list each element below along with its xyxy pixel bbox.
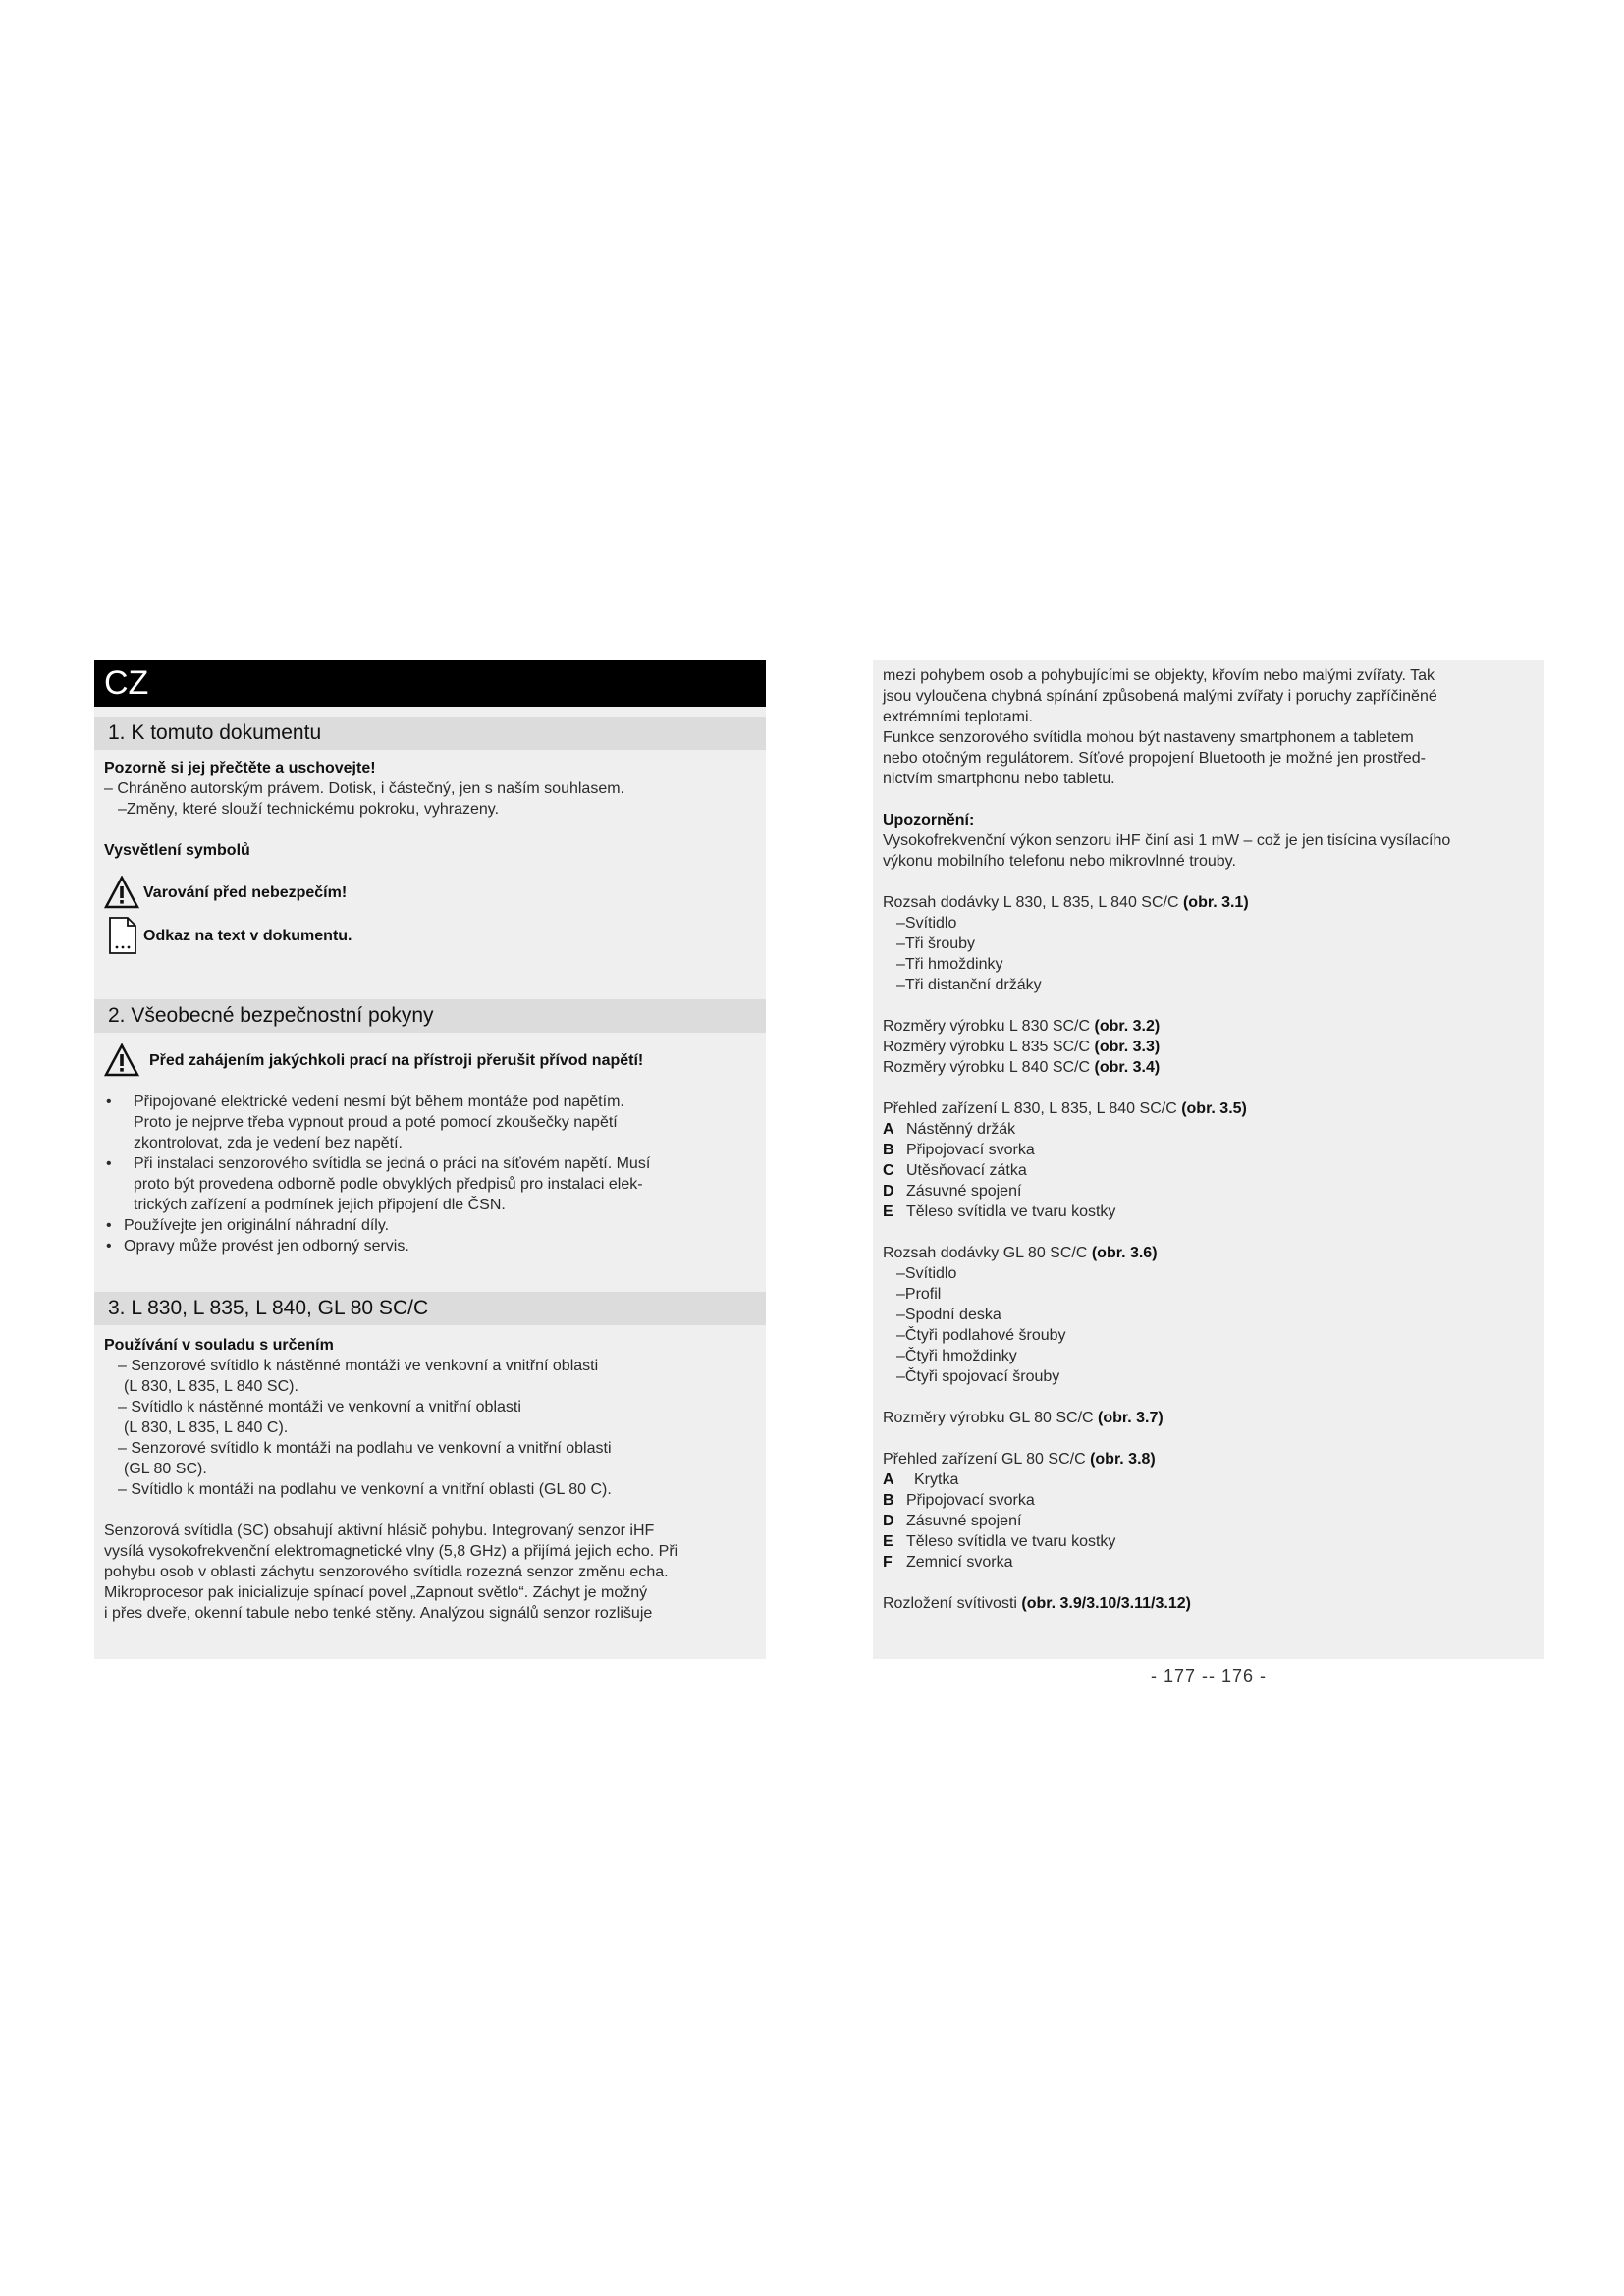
intended-use-title: Používání v souladu s určením <box>104 1337 334 1354</box>
scope-item: –Čtyři podlahové šrouby <box>896 1327 1066 1344</box>
scope-item: –Svítidlo <box>896 1265 957 1282</box>
scope-item: –Tři šrouby <box>896 935 976 952</box>
dimension-line <box>883 1037 1535 1057</box>
section-1-heading: 1. K tomuto dokumentu <box>94 717 766 750</box>
use-line: (GL 80 SC). <box>124 1461 207 1477</box>
dimension-text: Rozměry výrobku GL 80 SC/C <box>883 1410 1099 1426</box>
section-3-heading: 3. L 830, L 835, L 840, GL 80 SC/C <box>94 1292 766 1325</box>
item-letter: D <box>883 1513 894 1529</box>
bullet-line: Proto je nejprve třeba vypnout proud a poté pomocí zkoušečky napětí <box>134 1114 618 1131</box>
figure-ref: (obr. 3.9/3.10/3.11/3.12) <box>1021 1595 1191 1612</box>
overview-item <box>883 1531 1535 1552</box>
scope-item: –Čtyři spojovací šrouby <box>896 1368 1060 1385</box>
symbols-title: Vysvětlení symbolů <box>104 842 250 859</box>
scope-item: –Profil <box>896 1286 942 1303</box>
warning-triangle-icon <box>104 1043 139 1077</box>
figure-ref: (obr. 3.2) <box>1094 1018 1161 1035</box>
warning-symbol-label: Varování před nebezpečím! <box>143 883 348 901</box>
language-header: CZ <box>94 660 766 707</box>
item-letter: A <box>883 1121 894 1138</box>
overview-heading-gl-series <box>883 1449 1535 1469</box>
scope-item: –Čtyři hmoždinky <box>896 1348 1017 1364</box>
bullet-line: Opravy může provést jen odborný servis. <box>124 1238 409 1255</box>
bullet-line: Používejte jen originální náhradní díly. <box>124 1217 390 1234</box>
scope-heading-l-series <box>883 892 1535 913</box>
read-notice: Pozorně si jej přečtěte a uschovejte! <box>104 760 376 776</box>
document-reference-icon <box>104 915 139 956</box>
item-label: Těleso svítidla ve tvaru kostky <box>906 1533 1116 1550</box>
section-2-body <box>104 1039 756 1256</box>
overview-item <box>883 1469 1535 1490</box>
scope-item: –Spodní deska <box>896 1307 1001 1323</box>
item-letter: E <box>883 1203 893 1220</box>
note-line: Vysokofrekvenční výkon senzoru iHF činí asi 1 mW – což je jen tisícina vysílacího <box>883 832 1451 849</box>
item-label: Připojovací svorka <box>906 1142 1035 1158</box>
bullet-line: trických zařízení a podmínek jejich připojení dle ČSN. <box>134 1197 506 1213</box>
figure-ref: (obr. 3.4) <box>1094 1059 1161 1076</box>
overview-item <box>883 1181 1535 1201</box>
item-label: Krytka <box>914 1471 959 1488</box>
dimension-line <box>883 1016 1535 1037</box>
changes-line: –Změny, které slouží technickému pokroku, vyhrazeny. <box>118 801 500 818</box>
item-letter: B <box>883 1492 894 1509</box>
reference-symbol-label: Odkaz na text v dokumentu. <box>143 927 352 944</box>
section-1-body <box>104 758 756 957</box>
dimension-line <box>883 1057 1535 1078</box>
item-letter: E <box>883 1533 893 1550</box>
figure-ref: (obr. 3.1) <box>1182 894 1249 911</box>
scope-item: –Tři hmoždinky <box>896 956 1003 973</box>
scope-heading-gl-series <box>883 1243 1535 1263</box>
overview-item <box>883 1552 1535 1573</box>
item-label: Zásuvné spojení <box>906 1513 1022 1529</box>
use-line: (L 830, L 835, L 840 SC). <box>124 1378 298 1395</box>
overview-heading-l-series <box>883 1098 1535 1119</box>
use-line: – Senzorové svítidlo k nástěnné montáži ve venkovní a vnitřní oblasti <box>118 1358 599 1374</box>
section-3-body <box>104 1335 756 1624</box>
dimension-text: Rozměry výrobku L 835 SC/C <box>883 1039 1095 1055</box>
paragraph-line: pohybu osob v oblasti záchytu senzorového svítidla rozezná senzor změnu echa. <box>104 1564 669 1580</box>
figure-ref: (obr. 3.3) <box>1094 1039 1161 1055</box>
paragraph-line: extrémními teplotami. <box>883 709 1033 725</box>
dimension-line <box>883 1408 1535 1428</box>
note-title: Upozornění: <box>883 812 975 828</box>
item-letter: A <box>883 1471 894 1488</box>
figure-ref: (obr. 3.7) <box>1098 1410 1164 1426</box>
item-label: Utěsňovací zátka <box>906 1162 1027 1179</box>
safety-warning-text: Před zahájením jakýchkoli prací na přístroji přerušit přívod napětí! <box>149 1051 644 1069</box>
bullet-line: proto být provedena odborně podle obvyklých předpisů pro instalaci elek- <box>134 1176 643 1193</box>
right-body <box>883 666 1535 1614</box>
safety-bullet: • Používejte jen originální náhradní díly. <box>104 1215 756 1236</box>
item-letter: B <box>883 1142 894 1158</box>
section-2-heading: 2. Všeobecné bezpečnostní pokyny <box>94 999 766 1033</box>
item-label: Připojovací svorka <box>906 1492 1035 1509</box>
use-line: (L 830, L 835, L 840 C). <box>124 1419 289 1436</box>
item-label: Zemnicí svorka <box>906 1554 1013 1571</box>
bullet-line: zkontrolovat, zda je vedení bez napětí. <box>134 1135 403 1151</box>
warning-symbol-row <box>104 871 756 914</box>
scope-heading-text: Rozsah dodávky GL 80 SC/C <box>883 1245 1092 1261</box>
use-line: – Svítidlo k montáži na podlahu ve venkovní a vnitřní oblasti (GL 80 C). <box>118 1481 612 1498</box>
safety-bullet: • Připojované elektrické vedení nesmí být během montáže pod napětím. Proto je nejprve třeba vypnout proud a poté pomocí zkoušečky napětí zkontrolovat, zda je vedení bez napětí. <box>104 1092 756 1153</box>
overview-heading-text: Přehled zařízení GL 80 SC/C <box>883 1451 1091 1468</box>
safety-warning <box>104 1039 756 1082</box>
dimension-text: Rozměry výrobku L 830 SC/C <box>883 1018 1095 1035</box>
figure-ref: (obr. 3.8) <box>1090 1451 1156 1468</box>
overview-item <box>883 1490 1535 1511</box>
scope-heading-text: Rozsah dodávky L 830, L 835, L 840 SC/C <box>883 894 1183 911</box>
overview-item <box>883 1160 1535 1181</box>
overview-item <box>883 1511 1535 1531</box>
paragraph-line: vysílá vysokofrekvenční elektromagnetické vlny (5,8 GHz) a přijímá jejich echo. Při <box>104 1543 678 1560</box>
item-letter: F <box>883 1554 893 1571</box>
safety-bullet: • Opravy může provést jen odborný servis. <box>104 1236 756 1256</box>
paragraph-line: mezi pohybem osob a pohybujícími se objekty, křovím nebo malými zvířaty. Tak <box>883 667 1435 684</box>
scope-item: –Svítidlo <box>896 915 957 932</box>
figure-ref: (obr. 3.5) <box>1181 1100 1247 1117</box>
overview-heading-text: Přehled zařízení L 830, L 835, L 840 SC/C <box>883 1100 1182 1117</box>
overview-item <box>883 1119 1535 1140</box>
warning-triangle-icon <box>104 876 139 909</box>
right-page <box>873 660 1544 1659</box>
note-line: výkonu mobilního telefonu nebo mikrovlnné trouby. <box>883 853 1236 870</box>
paragraph-line: Senzorová svítidla (SC) obsahují aktivní hlásič pohybu. Integrovaný senzor iHF <box>104 1522 655 1539</box>
copyright-line: – Chráněno autorským právem. Dotisk, i částečný, jen s naším souhlasem. <box>104 780 624 797</box>
item-label: Nástěnný držák <box>906 1121 1016 1138</box>
item-letter: D <box>883 1183 894 1200</box>
light-distribution-line <box>883 1593 1535 1614</box>
bullet-line: Při instalaci senzorového svítidla se jedná o práci na síťovém napětí. Musí <box>134 1155 651 1172</box>
overview-item <box>883 1140 1535 1160</box>
scope-item: –Tři distanční držáky <box>896 977 1042 993</box>
item-letter: C <box>883 1162 894 1179</box>
paragraph-line: jsou vyloučena chybná spínání způsobená malými zvířaty i poruchy zapříčiněné <box>883 688 1437 705</box>
bullet-line: Připojované elektrické vedení nesmí být během montáže pod napětím. <box>134 1094 624 1110</box>
use-line: – Senzorové svítidlo k montáži na podlahu ve venkovní a vnitřní oblasti <box>118 1440 612 1457</box>
paragraph-line: i přes dveře, okenní tabule nebo tenké stěny. Analýzou signálů senzor rozlišuje <box>104 1605 653 1622</box>
figure-ref: (obr. 3.6) <box>1091 1245 1158 1261</box>
page-numbers: - 177 -- 176 - <box>1150 1666 1268 1685</box>
overview-item <box>883 1201 1535 1222</box>
dimension-text: Rozměry výrobku L 840 SC/C <box>883 1059 1095 1076</box>
use-line: – Svítidlo k nástěnné montáži ve venkovní a vnitřní oblasti <box>118 1399 521 1415</box>
paragraph-line: Mikroprocesor pak inicializuje spínací povel „Zapnout světlo“. Záchyt je možný <box>104 1584 648 1601</box>
reference-symbol-row <box>104 914 756 957</box>
distribution-text: Rozložení svítivosti <box>883 1595 1022 1612</box>
left-page <box>94 660 766 1659</box>
paragraph-line: nictvím smartphonu nebo tabletu. <box>883 771 1115 787</box>
paragraph-line: nebo otočným regulátorem. Síťové propojení Bluetooth je možné jen prostřed- <box>883 750 1426 767</box>
paragraph-line: Funkce senzorového svítidla mohou být nastaveny smartphonem a tabletem <box>883 729 1414 746</box>
item-label: Zásuvné spojení <box>906 1183 1022 1200</box>
item-label: Těleso svítidla ve tvaru kostky <box>906 1203 1116 1220</box>
safety-bullet: • Při instalaci senzorového svítidla se jedná o práci na síťovém napětí. Musí proto být provedena odborně podle obvyklých předpisů pro instalaci elek- trických zařízení a podmínek jejich připojení dle ČSN. <box>104 1153 756 1215</box>
